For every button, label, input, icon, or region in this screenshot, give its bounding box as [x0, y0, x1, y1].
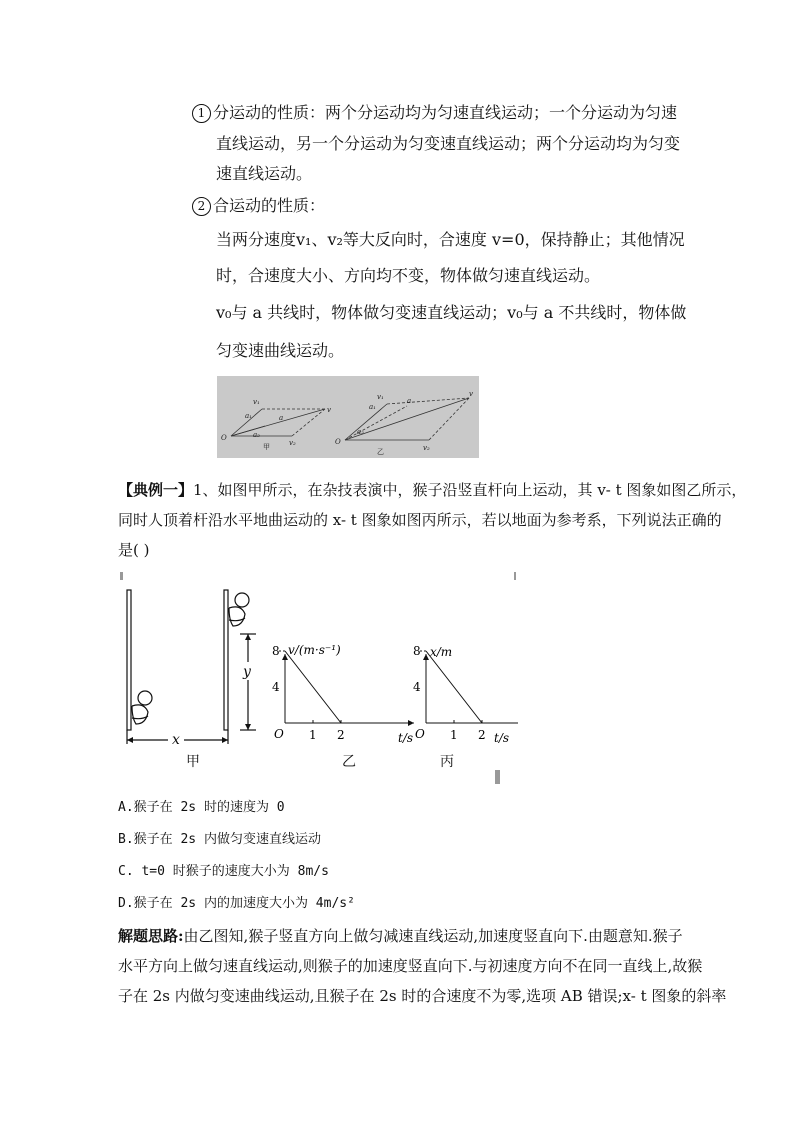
photo-label: a₂ — [357, 428, 364, 436]
option-b: B.猴子在 2s 内做匀变速直线运动 — [118, 832, 321, 847]
x-t-data-line — [426, 651, 482, 723]
y-arrow-bottom — [245, 724, 251, 730]
x-t-axis-arrow — [423, 654, 429, 660]
photo-label: v₂ — [423, 444, 430, 452]
v-t-xlabel: t/s — [398, 731, 414, 745]
pole-right — [224, 590, 228, 730]
x-arrow-right — [222, 737, 228, 743]
right-dash-right — [429, 398, 469, 440]
option-c: C. t=0 时猴子的速度大小为 8m/s — [118, 864, 329, 879]
x-t-xlabel: t/s — [494, 731, 510, 745]
item-1-line-3: 速直线运动。 — [216, 164, 313, 183]
figure-label-jia: 甲 — [186, 754, 200, 770]
option-d: D.猴子在 2s 内的加速度大小为 4m/s² — [118, 896, 355, 911]
y-dim-label: y — [243, 664, 251, 680]
x-t-ylabel: x/m — [430, 645, 453, 659]
right-a-dash — [345, 406, 407, 440]
photo-label: O — [221, 434, 227, 442]
v-t-x-tick: 1 — [309, 728, 317, 742]
photo-label: 甲 — [263, 443, 270, 451]
monkey-bottom — [132, 691, 152, 724]
graph-x-t — [413, 644, 518, 745]
right-v1-axis — [345, 404, 387, 440]
photo-label: v — [327, 406, 331, 414]
x-t-y-tick: 8 — [413, 644, 421, 658]
photo-label: v₂ — [289, 439, 296, 447]
x-t-x-tick: 2 — [478, 728, 486, 742]
x-t-y-tick: 4 — [413, 680, 421, 694]
v-t-y-tick: 8 — [272, 644, 280, 658]
v-t-x-tick: 2 — [337, 728, 345, 742]
solution-line-2: 水平方向上做匀速直线运动,则猴子的加速度竖直向下.与初速度方向不在同一直线上,故猴 — [118, 957, 703, 975]
item-2-number: 2 — [192, 197, 211, 216]
item-2-title: 2 合运动的性质： — [192, 196, 325, 216]
example-line-1: 【典例一】1、如图甲所示，在杂技表演中，猴子沿竖直杆向上运动，其 v- t 图象如图乙所示， — [118, 481, 747, 499]
item-1-line-1: 1 分运动的性质：两个分运动均为匀速直线运动；一个分运动为匀速 — [192, 103, 677, 123]
v-t-y-tick: 4 — [272, 680, 280, 694]
photo-label: v — [469, 390, 473, 398]
photo-label: a — [407, 397, 412, 405]
photo-label: a₁ — [245, 412, 252, 420]
example-line-2: 同时人顶着杆沿水平地曲运动的 x- t 图象如图丙所示，若以地面为参考系，下列说法正确的 — [118, 511, 722, 529]
v-t-ylabel: v/(m·s⁻¹) — [288, 643, 341, 657]
para-2-line-1: v₀与 a 共线时，物体做匀变速直线运动；v₀与 a 不共线时，物体做 — [216, 303, 687, 322]
photo-label: 乙 — [377, 448, 384, 456]
solution-line-3: 子在 2s 内做匀变速曲线运动,且猴子在 2s 时的合速度不为零,选项 AB 错误;x- t 图象的斜率 — [118, 987, 727, 1005]
item-1-line-2: 直线运动，另一个分运动为匀变速直线运动；两个分运动均为匀变 — [216, 134, 681, 153]
para-1-line-1: 当两分速度v₁、v₂等大反向时，合速度 v=0，保持静止；其他情况 — [216, 230, 685, 249]
x-t-x-tick: 1 — [450, 728, 458, 742]
v-t-data-line — [285, 651, 341, 723]
x-dim-label: x — [172, 732, 180, 748]
solution-label: 解题思路: — [118, 927, 184, 945]
monkey-figure — [118, 568, 518, 788]
photo-label: a — [279, 414, 284, 422]
photo-label: v₁ — [253, 398, 260, 406]
solution-line-1: 解题思路:由乙图知,猴子竖直方向上做匀减速直线运动,加速度竖直向下.由题意知.猴子 — [118, 927, 683, 945]
photo-label: a₂ — [253, 431, 260, 439]
para-2-line-2: 匀变速曲线运动。 — [216, 341, 345, 360]
figure-label-bing: 丙 — [440, 754, 454, 770]
monkey-top — [229, 593, 249, 626]
y-arrow-top — [245, 634, 251, 640]
graph-v-t — [272, 643, 414, 745]
photo-label: v₁ — [377, 393, 384, 401]
pole-left — [127, 590, 131, 730]
photo-label: a₁ — [369, 403, 376, 411]
left-dash-right — [292, 409, 325, 436]
v-t-axis-arrows — [282, 654, 414, 726]
figure-label-yi: 乙 — [342, 754, 356, 770]
example-line-3: 是( ) — [118, 541, 150, 559]
para-1-line-2: 时，合速度大小、方向均不变，物体做匀速直线运动。 — [216, 266, 601, 285]
photo-label: O — [335, 438, 341, 446]
item-1-number: 1 — [192, 104, 211, 123]
velocity-diagrams — [217, 376, 479, 458]
right-dash-top — [387, 398, 469, 404]
x-t-origin: O — [415, 727, 425, 741]
velocity-composition-photo — [217, 376, 479, 458]
x-arrow-left — [127, 737, 133, 743]
v-t-origin: O — [274, 727, 284, 741]
option-a: A.猴子在 2s 时的速度为 0 — [118, 800, 285, 815]
example-tag: 【典例一】 — [118, 481, 194, 499]
